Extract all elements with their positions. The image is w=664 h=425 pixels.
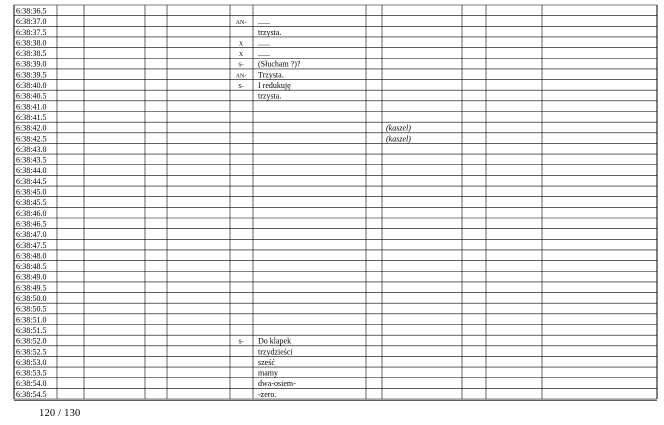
speaker-cell: AN- (235, 73, 247, 80)
utterance-cell: trzydzieści (258, 347, 293, 357)
time-cell: 6:38:38.0 (16, 38, 47, 48)
time-cell: 6:38:42.5 (16, 134, 47, 144)
time-cell: 6:38:44.0 (16, 166, 47, 176)
time-cell: 6:38:39.5 (16, 70, 47, 80)
utterance-cell: Trzysta. (258, 70, 284, 80)
time-cell: 6:38:48.5 (16, 262, 47, 272)
time-cell: 6:38:50.0 (16, 294, 47, 303)
speaker-cell: S- (238, 62, 244, 69)
utterance-cell: ...... (258, 38, 270, 48)
time-cell: 6:38:53.5 (16, 368, 47, 378)
utterance-cell: I redukuję (258, 81, 291, 90)
utterance-cell: mamy (258, 368, 278, 378)
utterance-cell: sześć (258, 357, 275, 367)
time-cell: 6:38:41.5 (16, 112, 47, 122)
time-cell: 6:38:45.5 (16, 198, 47, 208)
note-cell: (kaszel) (386, 134, 411, 144)
time-cell: 6:38:51.5 (16, 325, 47, 335)
time-cell: 6:38:52.5 (16, 347, 47, 357)
time-cell: 6:38:38.5 (16, 49, 47, 59)
time-cell: 6:38:46.0 (16, 208, 47, 218)
time-cell: 6:38:54.0 (16, 379, 47, 389)
time-cell: 6:38:51.0 (16, 315, 47, 325)
time-cell: 6:38:40.0 (16, 81, 47, 90)
utterance-cell: trzysta. (258, 27, 282, 37)
time-cell: 6:38:36.5 (16, 6, 47, 16)
time-cell: 6:38:54.5 (16, 389, 47, 399)
utterance-cell: (Słucham ?)? (258, 59, 301, 69)
note-cell: (kaszel) (386, 123, 411, 133)
time-cell: 6:38:45.0 (16, 187, 47, 197)
utterance-cell: trzysta. (258, 91, 282, 101)
time-cell: 6:38:49.0 (16, 272, 47, 282)
time-cell: 6:38:40.5 (16, 91, 47, 101)
speaker-cell: AN- (235, 20, 247, 27)
time-cell: 6:38:37.0 (16, 17, 47, 27)
time-cell: 6:38:43.0 (16, 144, 47, 154)
time-cell: 6:38:39.0 (16, 59, 47, 69)
speaker-cell: S- (238, 84, 244, 90)
time-cell: 6:38:41.0 (16, 102, 47, 112)
utterance-cell: ...... (258, 17, 270, 27)
utterance-cell: dwa-osiem- (258, 379, 296, 389)
time-cell: 6:38:43.5 (16, 155, 47, 165)
speaker-cell: S- (238, 339, 244, 346)
time-cell: 6:38:52.0 (16, 336, 47, 346)
speaker-cell: X (238, 41, 244, 48)
time-cell: 6:38:48.0 (16, 251, 47, 261)
time-cell: 6:38:44.5 (16, 176, 47, 186)
time-cell: 6:38:49.5 (16, 283, 47, 293)
utterance-cell: ...... (258, 49, 270, 59)
utterance-cell: -zero. (258, 389, 277, 399)
page-number: 120 / 130 (39, 408, 81, 419)
time-cell: 6:38:47.0 (16, 230, 47, 240)
time-cell: 6:38:46.5 (16, 219, 47, 229)
time-cell: 6:38:37.5 (16, 27, 47, 37)
speaker-cell: X (238, 52, 244, 59)
time-cell: 6:38:50.5 (16, 304, 47, 314)
time-cell: 6:38:53.0 (16, 357, 47, 367)
time-cell: 6:38:42.0 (16, 123, 47, 133)
utterance-cell: Do klapek (258, 336, 292, 346)
time-cell: 6:38:47.5 (16, 240, 47, 250)
